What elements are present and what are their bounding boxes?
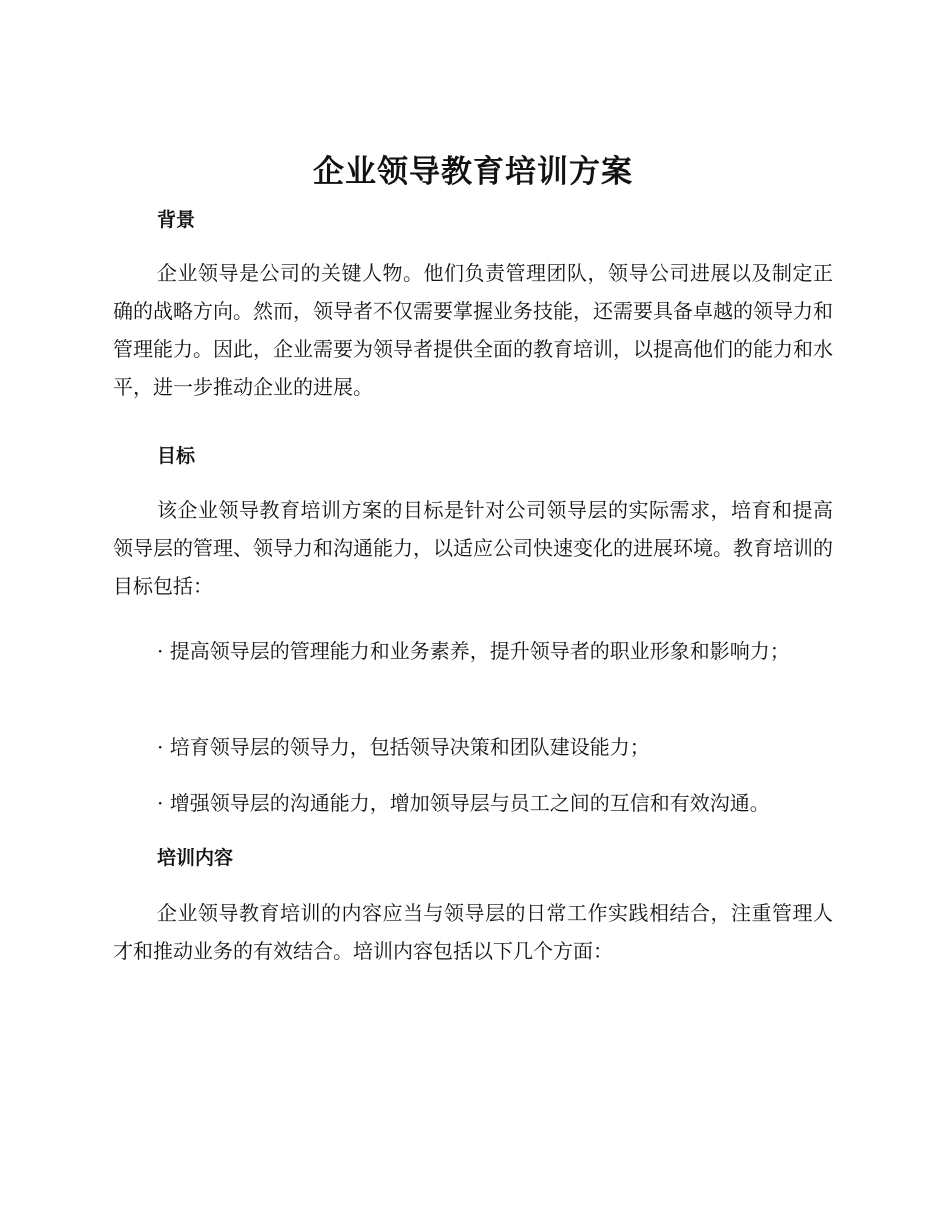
section-heading-training-content: 培训内容 (157, 847, 234, 869)
list-item-goal-management: · 提高领导层的管理能力和业务素养，提升领导者的职业形象和影响力； (157, 639, 790, 663)
list-item-goal-communication: · 增强领导层的沟通能力，增加领导层与员工之间的互信和有效沟通。 (157, 791, 770, 815)
paragraph-goals-intro: 该企业领导教育培训方案的目标是针对公司领导层的实际需求，培育和提高领导层的管理、领导力和沟通能力，以适应公司快速变化的进展环境。教育培训的目标包括： (113, 498, 833, 598)
paragraph-training-content: 企业领导教育培训的内容应当与领导层的日常工作实践相结合，注重管理人才和推动业务的有效结合。培训内容包括以下几个方面： (113, 901, 833, 963)
list-item-goal-leadership: · 培育领导层的领导力，包括领导决策和团队建设能力； (157, 735, 650, 759)
section-heading-background: 背景 (157, 209, 196, 231)
document-title: 企业领导教育培训方案 (313, 154, 633, 190)
section-heading-goals: 目标 (157, 445, 196, 467)
paragraph-background: 企业领导是公司的关键人物。他们负责管理团队，领导公司进展以及制定正确的战略方向。然而，领导者不仅需要掌握业务技能，还需要具备卓越的领导力和管理能力。因此，企业需要为领导者提供全面的教育培训，以提高他们的能力和水平，进一步推动企业的进展。 (113, 261, 833, 399)
